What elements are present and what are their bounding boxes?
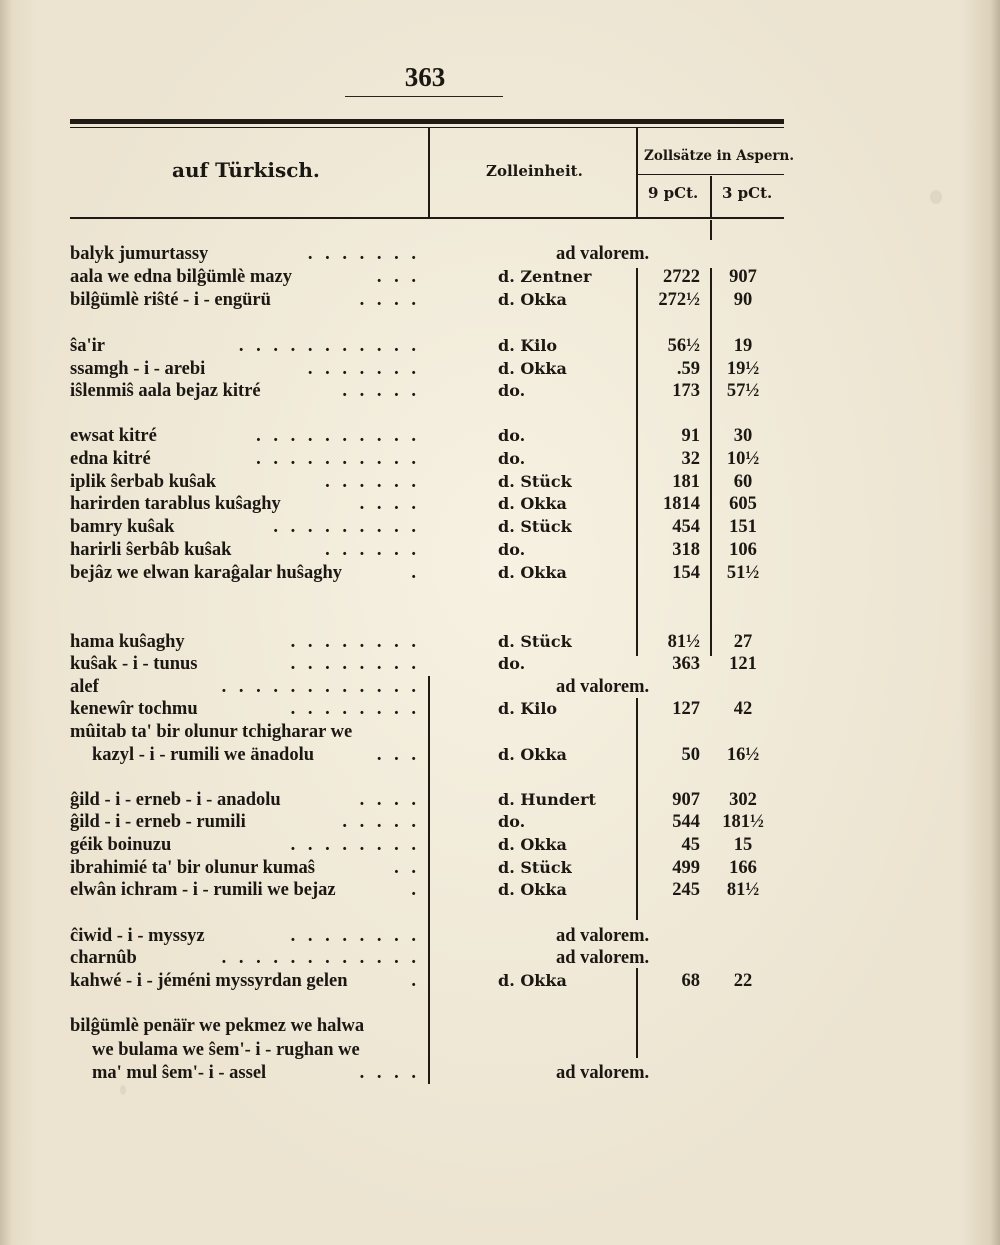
rate-9-pct: 68 <box>681 971 700 991</box>
item-name: kazyl - i - rumili we änadolu <box>92 745 315 765</box>
table-row <box>70 879 784 901</box>
leader-dots: . . . . <box>359 494 420 514</box>
rate-9-pct: 499 <box>672 858 700 878</box>
table-row <box>70 358 784 380</box>
leader-dots: . . . . . . . <box>307 359 420 379</box>
table-row <box>70 562 784 584</box>
rate-9-pct: 272½ <box>658 290 700 310</box>
leader-dots: . . <box>394 858 420 878</box>
item-name: bejâz we elwan karaĝalar huŝaghy <box>70 563 343 583</box>
table-row <box>70 1015 784 1037</box>
leader-dots: . . . <box>376 745 420 765</box>
item-name: ssamgh - i - arebi <box>70 359 206 379</box>
customs-unit: d. Zentner <box>498 267 592 286</box>
table-row <box>70 834 784 856</box>
customs-unit: do. <box>498 426 526 445</box>
customs-unit: do. <box>498 381 526 400</box>
rate-9-pct: .59 <box>676 359 700 379</box>
rate-9-pct: 56½ <box>667 336 700 356</box>
leader-dots: . . . . <box>359 290 420 310</box>
leader-dots: . . . . . . <box>325 472 420 492</box>
header-bottom-rule <box>70 217 784 219</box>
rate-9-pct: 318 <box>672 540 700 560</box>
rate-9-pct: 454 <box>672 517 700 537</box>
item-name: alef <box>70 677 99 697</box>
customs-unit: d. Okka <box>498 745 567 764</box>
rate-3-pct: 19 <box>733 336 753 356</box>
page-number: 363 <box>404 62 446 92</box>
rate-3-pct: 907 <box>729 267 757 287</box>
rate-9-pct: 1814 <box>663 494 700 514</box>
customs-unit: d. Stück <box>498 632 572 651</box>
customs-unit: d. Okka <box>498 494 567 513</box>
customs-unit: do. <box>498 812 526 831</box>
customs-unit: d. Kilo <box>498 336 558 355</box>
rate-3-pct: 27 <box>733 632 753 652</box>
table-row <box>70 266 784 288</box>
item-name: ŝa'ir <box>70 336 105 356</box>
rate-9-pct: 91 <box>681 426 700 446</box>
item-name: ewsat kitré <box>70 426 157 446</box>
header-9-pct: 9 pCt. <box>648 184 699 202</box>
leader-dots: . . . . . . . . <box>290 632 420 652</box>
leader-dots: . . . . . . . . . . . . <box>221 948 420 968</box>
rate-3-pct: 181½ <box>722 812 764 832</box>
leader-dots: . . . . . . . . . . . . <box>221 677 420 697</box>
customs-unit: do. <box>498 449 526 468</box>
rate-3-pct: 15 <box>733 835 753 855</box>
item-name: ibrahimié ta' bir olunur kumaŝ <box>70 858 316 878</box>
item-name: mûitab ta' bir olunur tchigharar we <box>70 722 353 742</box>
item-name: harirli ŝerbâb kuŝak <box>70 540 232 560</box>
rate-9-pct: 544 <box>672 812 700 832</box>
leader-dots: . . . <box>376 267 420 287</box>
table-row <box>70 516 784 538</box>
table-row <box>70 811 784 833</box>
leader-dots: . <box>411 971 420 991</box>
rate-3-pct: 16½ <box>726 745 760 765</box>
rate-9-pct: 50 <box>681 745 700 765</box>
rate-3-pct: 166 <box>729 858 757 878</box>
rate-3-pct: 57½ <box>726 381 760 401</box>
item-name: elwân ichram - i - rumili we bejaz <box>70 880 336 900</box>
leader-dots: . . . . . . . . <box>290 699 420 719</box>
rate-3-pct: 60 <box>733 472 753 492</box>
header-rates-column: Zollsätze in Aspern. <box>644 148 795 164</box>
item-name: iplik ŝerbab kuŝak <box>70 472 217 492</box>
leader-dots: . . . . . . <box>325 540 420 560</box>
leader-dots: . <box>411 563 420 583</box>
table-row <box>70 493 784 515</box>
rate-3-pct: 19½ <box>726 359 760 379</box>
item-name: hama kuŝaghy <box>70 632 185 652</box>
customs-unit: d. Okka <box>498 971 567 990</box>
customs-unit: d. Okka <box>498 290 567 309</box>
leader-dots: . <box>411 880 420 900</box>
table-row <box>70 744 784 766</box>
header-divider-2 <box>636 127 638 219</box>
rate-3-pct: 302 <box>729 790 757 810</box>
customs-unit: do. <box>498 654 526 673</box>
customs-unit: d. Okka <box>498 835 567 854</box>
rate-3-pct: 106 <box>729 540 757 560</box>
rate-3-pct: 42 <box>733 699 753 719</box>
item-name: ĝild - i - erneb - i - anadolu <box>70 790 281 810</box>
table-row <box>70 1039 784 1061</box>
header-3-pct: 3 pCt. <box>722 184 773 202</box>
rate-9-pct: 181 <box>672 472 700 492</box>
leader-dots: . . . . . <box>342 381 420 401</box>
leader-dots: . . . . . . . <box>307 244 420 264</box>
item-name: edna kitré <box>70 449 151 469</box>
item-name: kenewîr tochmu <box>70 699 198 719</box>
item-name: ĉiwid - i - myssyz <box>70 926 205 946</box>
rate-3-pct: 121 <box>729 654 757 674</box>
rate-9-pct: 127 <box>672 699 700 719</box>
customs-unit: ad valorem. <box>556 926 650 946</box>
rate-9-pct: 907 <box>672 790 700 810</box>
rate-9-pct: 363 <box>672 654 700 674</box>
leader-dots: . . . . . <box>342 812 420 832</box>
table-row <box>70 698 784 720</box>
table-row <box>70 925 784 947</box>
rate-3-pct: 81½ <box>726 880 760 900</box>
leader-dots: . . . . . . . . <box>290 835 420 855</box>
rate-3-pct: 605 <box>729 494 757 514</box>
customs-unit: ad valorem. <box>556 677 650 697</box>
header-divider-3 <box>710 176 712 219</box>
rate-9-pct: 81½ <box>667 632 700 652</box>
table-row <box>70 448 784 470</box>
table-row <box>70 539 784 561</box>
rate-9-pct: 2722 <box>663 267 700 287</box>
item-name: bilĝümlè penäïr we pekmez we halwa <box>70 1016 365 1036</box>
customs-unit: d. Stück <box>498 472 572 491</box>
rate-9-pct: 245 <box>672 880 700 900</box>
rate-3-pct: 30 <box>733 426 753 446</box>
table-row <box>70 289 784 311</box>
table-row <box>70 1062 784 1084</box>
table-row <box>70 721 784 743</box>
table-row <box>70 335 784 357</box>
item-name: bilĝümlè riŝté - i - engürü <box>70 290 271 310</box>
rate-9-pct: 173 <box>672 381 700 401</box>
table-row <box>70 653 784 675</box>
leader-dots: . . . . . . . . <box>290 926 420 946</box>
item-name: aala we edna bilĝümlè mazy <box>70 267 292 287</box>
customs-unit: d. Okka <box>498 880 567 899</box>
rate-3-pct: 51½ <box>726 563 760 583</box>
rate-3-pct: 90 <box>733 290 753 310</box>
table-top-rule-thin <box>70 127 784 128</box>
column-divider-top-stub <box>710 220 712 240</box>
rate-9-pct: 154 <box>672 563 700 583</box>
item-name: ma' mul ŝem'- i - assel <box>92 1063 267 1083</box>
item-name: iŝlenmiŝ aala bejaz kitré <box>70 381 261 401</box>
rate-3-pct: 151 <box>729 517 757 537</box>
item-name: kahwé - i - jéméni myssyrdan gelen <box>70 971 348 991</box>
leader-dots: . . . . . . . . . . <box>256 449 420 469</box>
item-name: we bulama we ŝem'- i - rughan we <box>92 1040 360 1060</box>
table-row <box>70 425 784 447</box>
rate-9-pct: 45 <box>681 835 700 855</box>
header-divider-1 <box>428 127 430 219</box>
item-name: géik boinuzu <box>70 835 172 855</box>
customs-unit: d. Stück <box>498 858 572 877</box>
customs-unit: ad valorem. <box>556 948 650 968</box>
customs-unit: d. Hundert <box>498 790 596 809</box>
leader-dots: . . . . <box>359 1063 420 1083</box>
item-name: kuŝak - i - tunus <box>70 654 198 674</box>
leader-dots: . . . . . . . . <box>290 654 420 674</box>
header-name-column: auf Türkisch. <box>172 158 320 182</box>
table-row <box>70 857 784 879</box>
leader-dots: . . . . . . . . . . <box>256 426 420 446</box>
table-top-rule <box>70 119 784 124</box>
table-row <box>70 243 784 265</box>
header-subrule <box>638 174 784 175</box>
header-unit-column: Zolleinheit. <box>486 162 583 180</box>
table-row <box>70 631 784 653</box>
table-row <box>70 970 784 992</box>
ink-spot <box>930 190 942 204</box>
rate-3-pct: 10½ <box>726 449 760 469</box>
item-name: harirden tarablus kuŝaghy <box>70 494 281 514</box>
item-name: bamry kuŝak <box>70 517 175 537</box>
customs-unit: ad valorem. <box>556 244 650 264</box>
item-name: balyk jumurtassy <box>70 244 209 264</box>
customs-unit: d. Stück <box>498 517 572 536</box>
table-row <box>70 380 784 402</box>
customs-unit: do. <box>498 540 526 559</box>
leader-dots: . . . . . . . . . . . <box>238 336 420 356</box>
customs-unit: d. Kilo <box>498 699 558 718</box>
item-name: ĝild - i - erneb - rumili <box>70 812 246 832</box>
rate-3-pct: 22 <box>733 971 753 991</box>
leader-dots: . . . . <box>359 790 420 810</box>
table-row <box>70 789 784 811</box>
customs-unit: ad valorem. <box>556 1063 650 1083</box>
table-row <box>70 947 784 969</box>
page-number-rule <box>345 96 503 97</box>
item-name: charnûb <box>70 948 137 968</box>
ink-spot <box>120 1085 126 1095</box>
customs-unit: d. Okka <box>498 359 567 378</box>
table-row <box>70 676 784 698</box>
customs-unit: d. Okka <box>498 563 567 582</box>
leader-dots: . . . . . . . . . <box>273 517 420 537</box>
table-row <box>70 471 784 493</box>
rate-9-pct: 32 <box>681 449 700 469</box>
